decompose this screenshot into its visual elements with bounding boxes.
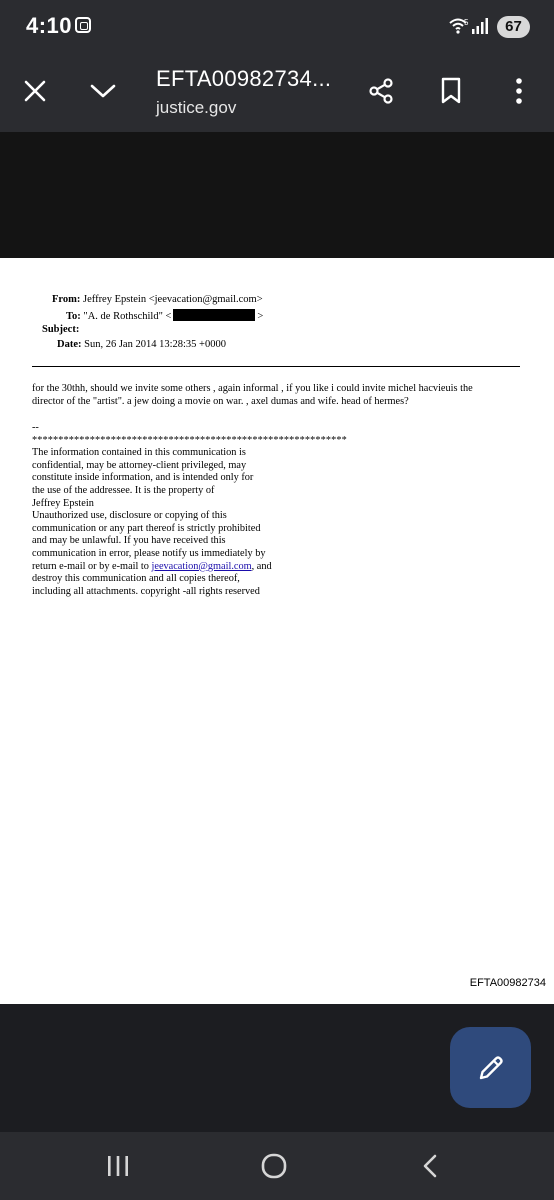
- body-line: for the 30thh, should we invite some others , again informal , if you like i could invite michel hacvieuis the: [32, 383, 473, 394]
- signature-disclaimer: [32, 422, 372, 598]
- bookmark-icon: [440, 77, 462, 105]
- email-link[interactable]: jeevacation@gmail.com: [151, 560, 252, 572]
- sig-line: and may be unlawful. If you have received this: [32, 535, 226, 547]
- home-icon: [260, 1153, 288, 1179]
- back-button[interactable]: [410, 1150, 450, 1182]
- sig-line: communication or any part thereof is strictly prohibited: [32, 522, 261, 534]
- close-icon: [23, 79, 47, 103]
- email-body: [32, 382, 532, 408]
- sig-line: communication in error, please notify us immediately by: [32, 547, 266, 559]
- back-icon: [420, 1153, 440, 1179]
- sig-line: the use of the addressee. It is the property of: [32, 484, 215, 496]
- share-button[interactable]: [362, 72, 400, 110]
- sig-line: Unauthorized use, disclosure or copying of this: [32, 510, 227, 522]
- subject-row: [42, 324, 79, 335]
- collapse-button[interactable]: [84, 72, 122, 110]
- more-options-button[interactable]: [500, 72, 538, 110]
- screen-cast-icon: [75, 17, 91, 33]
- date-label: Date:: [57, 339, 82, 350]
- bookmark-button[interactable]: [432, 72, 470, 110]
- title-block: [156, 66, 346, 118]
- wifi-icon: [448, 16, 470, 41]
- date-value: Sun, 26 Jan 2014 13:28:35 +0000: [84, 339, 226, 350]
- sig-stars: ************************************************************: [32, 434, 347, 446]
- sig-line: The information contained in this communication is: [32, 447, 246, 459]
- header-divider: [32, 366, 520, 367]
- sig-line: confidential, may be attorney-client privileged, may: [32, 459, 247, 471]
- sig-line: destroy this communication and all copies thereof,: [32, 573, 240, 585]
- more-vert-icon: [514, 77, 524, 105]
- document-domain: justice.gov: [156, 98, 237, 117]
- sig-email-prefix: return e-mail or by e-mail to: [32, 560, 152, 572]
- sig-line: constitute inside information, and is intended only for: [32, 472, 254, 484]
- to-label: To:: [66, 311, 81, 322]
- battery-icon: 67: [497, 16, 530, 38]
- from-row: [52, 294, 263, 305]
- to-row: [66, 309, 263, 322]
- redaction-box: [173, 309, 255, 321]
- network-type-label: 5: [464, 18, 469, 27]
- close-button[interactable]: [16, 72, 54, 110]
- viewer-background: [0, 132, 554, 258]
- sig-email-suffix: , and: [251, 560, 272, 572]
- body-line: director of the "artist". a jew doing a movie on war. , axel dumas and wife. head of hermes?: [32, 396, 409, 407]
- from-value: Jeffrey Epstein <jeevacation@gmail.com>: [83, 294, 263, 305]
- home-button[interactable]: [254, 1150, 294, 1182]
- app-bar: [0, 54, 554, 132]
- document-footer: [0, 977, 554, 1004]
- edit-pencil-icon: [476, 1053, 506, 1083]
- recent-apps-button[interactable]: [98, 1150, 138, 1182]
- chevron-down-icon: [89, 81, 117, 101]
- system-nav-bar: [0, 1132, 554, 1200]
- recent-apps-icon: [105, 1154, 131, 1178]
- edit-button[interactable]: [450, 1027, 531, 1108]
- status-bar: [0, 0, 554, 54]
- sig-email-line: [32, 561, 372, 574]
- to-value: "A. de Rothschild" <: [83, 311, 172, 322]
- cell-signal-icon: [471, 17, 491, 40]
- share-icon: [367, 77, 395, 105]
- document-id: EFTA00982734: [469, 977, 546, 989]
- from-label: From:: [52, 294, 81, 305]
- sig-line: Jeffrey Epstein: [32, 497, 94, 509]
- to-suffix: >: [257, 311, 264, 322]
- subject-label: Subject:: [42, 324, 80, 335]
- document-title: EFTA00982734...: [156, 66, 332, 91]
- sig-line: including all attachments. copyright -all rights reserved: [32, 585, 260, 597]
- document-page[interactable]: [0, 258, 554, 990]
- date-row: [57, 339, 226, 350]
- sig-dash: --: [32, 422, 39, 433]
- status-time: 4:10: [26, 13, 73, 38]
